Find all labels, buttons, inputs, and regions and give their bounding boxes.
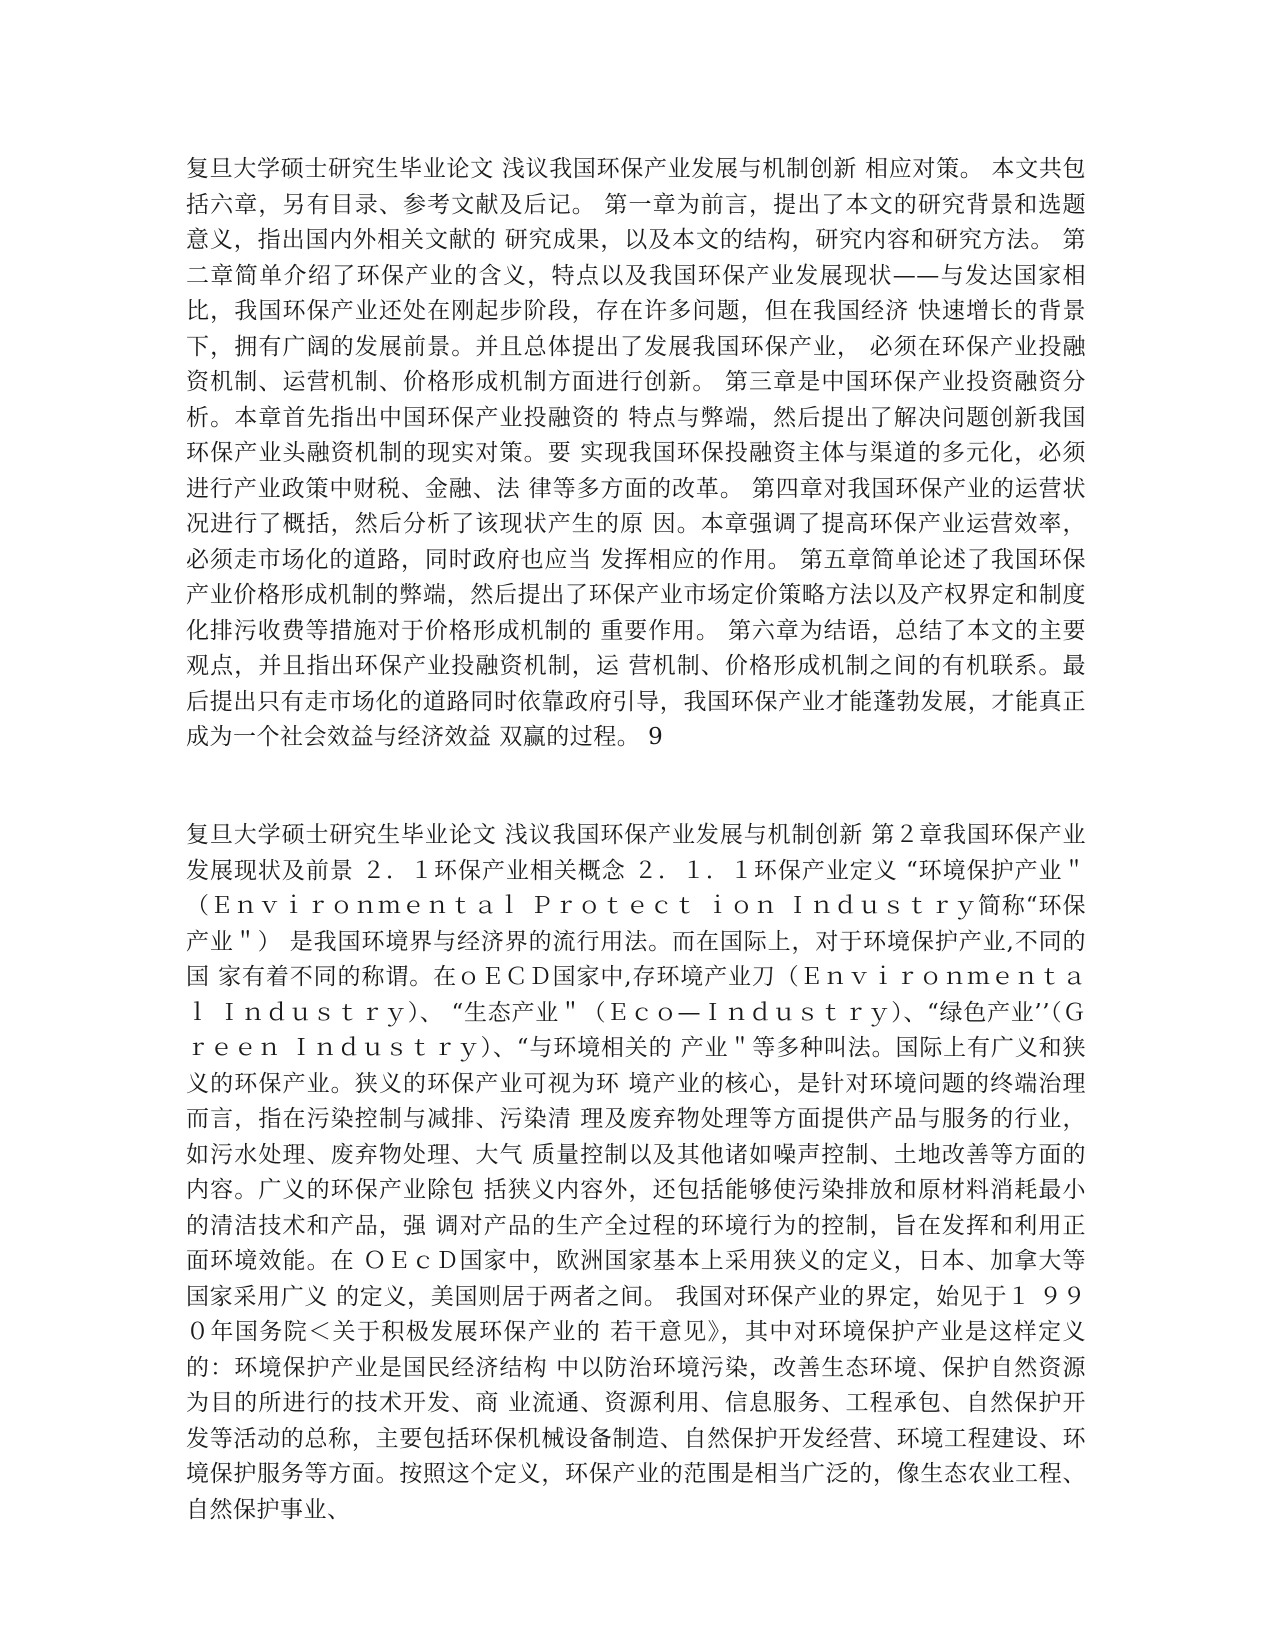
- thesis-excerpt-chapter-overview: 复旦大学硕士研究生毕业论文 浅议我国环保产业发展与机制创新 相应对策。 本文共包括六章，另有目录、参考文献及后记。 第一章为前言，提出了本文的研究背景和选题意义，指出国内外相关文献的 研究成果，以及本文的结构，研究内容和研究方法。 第二章简单介绍了环保产业的含义，特点以及我国环保产业发展现状——与发达国家相比，我国环保产业还处在刚起步阶段，存在许多问题，但在我国经济 快速增长的背景下，拥有广阔的发展前景。并且总体提出了发展我国环保产业， 必须在环保产业投融资机制、运营机制、价格形成机制方面进行创新。 第三章是中国环保产业投资融资分析。本章首先指出中国环保产业投融资的 特点与弊端，然后提出了解决问题创新我国环保产业头融资机制的现实对策。要 实现我国环保投融资主体与渠道的多元化，必须进行产业政策中财税、金融、法 律等多方面的改革。 第四章对我国环保产业的运营状况进行了概括，然后分析了该现状产生的原 因。本章强调了提高环保产业运营效率，必须走市场化的道路，同时政府也应当 发挥相应的作用。 第五章简单论述了我国环保产业价格形成机制的弊端，然后提出了环保产业市场定价策略方法以及产权界定和制度化排污收费等措施对于价格形成机制的 重要作用。 第六章为结语，总结了本文的主要观点，并且指出环保产业投融资机制，运 营机制、价格形成机制之间的有机联系。最后提出只有走市场化的道路同时依靠政府引导，我国环保产业才能蓬勃发展，才能真正成为一个社会效益与经济效益 双赢的过程。 9: [186, 156, 1086, 750]
- thesis-excerpt-chapter-2: 复旦大学硕士研究生毕业论文 浅议我国环保产业发展与机制创新 第２章我国环保产业发展现状及前景 ２．１环保产业相关概念 ２．１．１环保产业定义 “环境保护产业＂（Ｅｎｖｉｒｏｎｍｅｎｔａｌ Ｐｒｏｔｅｃｔ ｉｏｎ Ｉｎｄｕｓｔｒｙ简称“环保产业＂） 是我国环境界与经济界的流行用法。而在国际上，对于环境保护产业,不同的国 家有着不同的称谓。在ｏＥＣＤ国家中,存环境产业刀（Ｅｎｖｉｒｏｎｍｅｎｔａｌ Ｉｎｄｕｓｔｒｙ）、 “生态产业＂（Ｅｃｏ—Ｉｎｄｕｓｔｒｙ）、“绿色产业’’（Ｇｒｅｅｎ Ｉｎｄｕｓｔｒｙ）、“与环境相关的 产业＂等多种叫法。国际上有广义和狭义的环保产业。狭义的环保产业可视为环 境产业的核心，是针对环境问题的终端治理而言，指在污染控制与减排、污染清 理及废弃物处理等方面提供产品与服务的行业，如污水处理、废弃物处理、大气 质量控制以及其他诸如噪声控制、土地改善等方面的内容。广义的环保产业除包 括狭义内容外，还包括能够使污染排放和原材料消耗最小的清洁技术和产品，强 调对产品的生产全过程的环境行为的控制，旨在发挥和利用正面环境效能。在 ＯＥｃＤ国家中，欧洲国家基本上采用狭义的定义，日本、加拿大等国家采用广义 的定义，美国则居于两者之间。 我国对环保产业的界定，始见于１ ９９０年国务院＜关于积极发展环保产业的 若干意见》，其中对环境保护产业是这样定义的：环境保护产业是国民经济结构 中以防治环境污染，改善生态环境、保护自然资源为目的所进行的技术开发、商 业流通、资源利用、信息服务、工程承包、自然保护开发等活动的总称，主要包括环保机械设备制造、自然保护开发经营、环境工程建设、环境保护服务等方面。按照这个定义，环保产业的范围是相当广泛的，像生态农业工程、自然保护事业、: [186, 822, 1086, 1523]
